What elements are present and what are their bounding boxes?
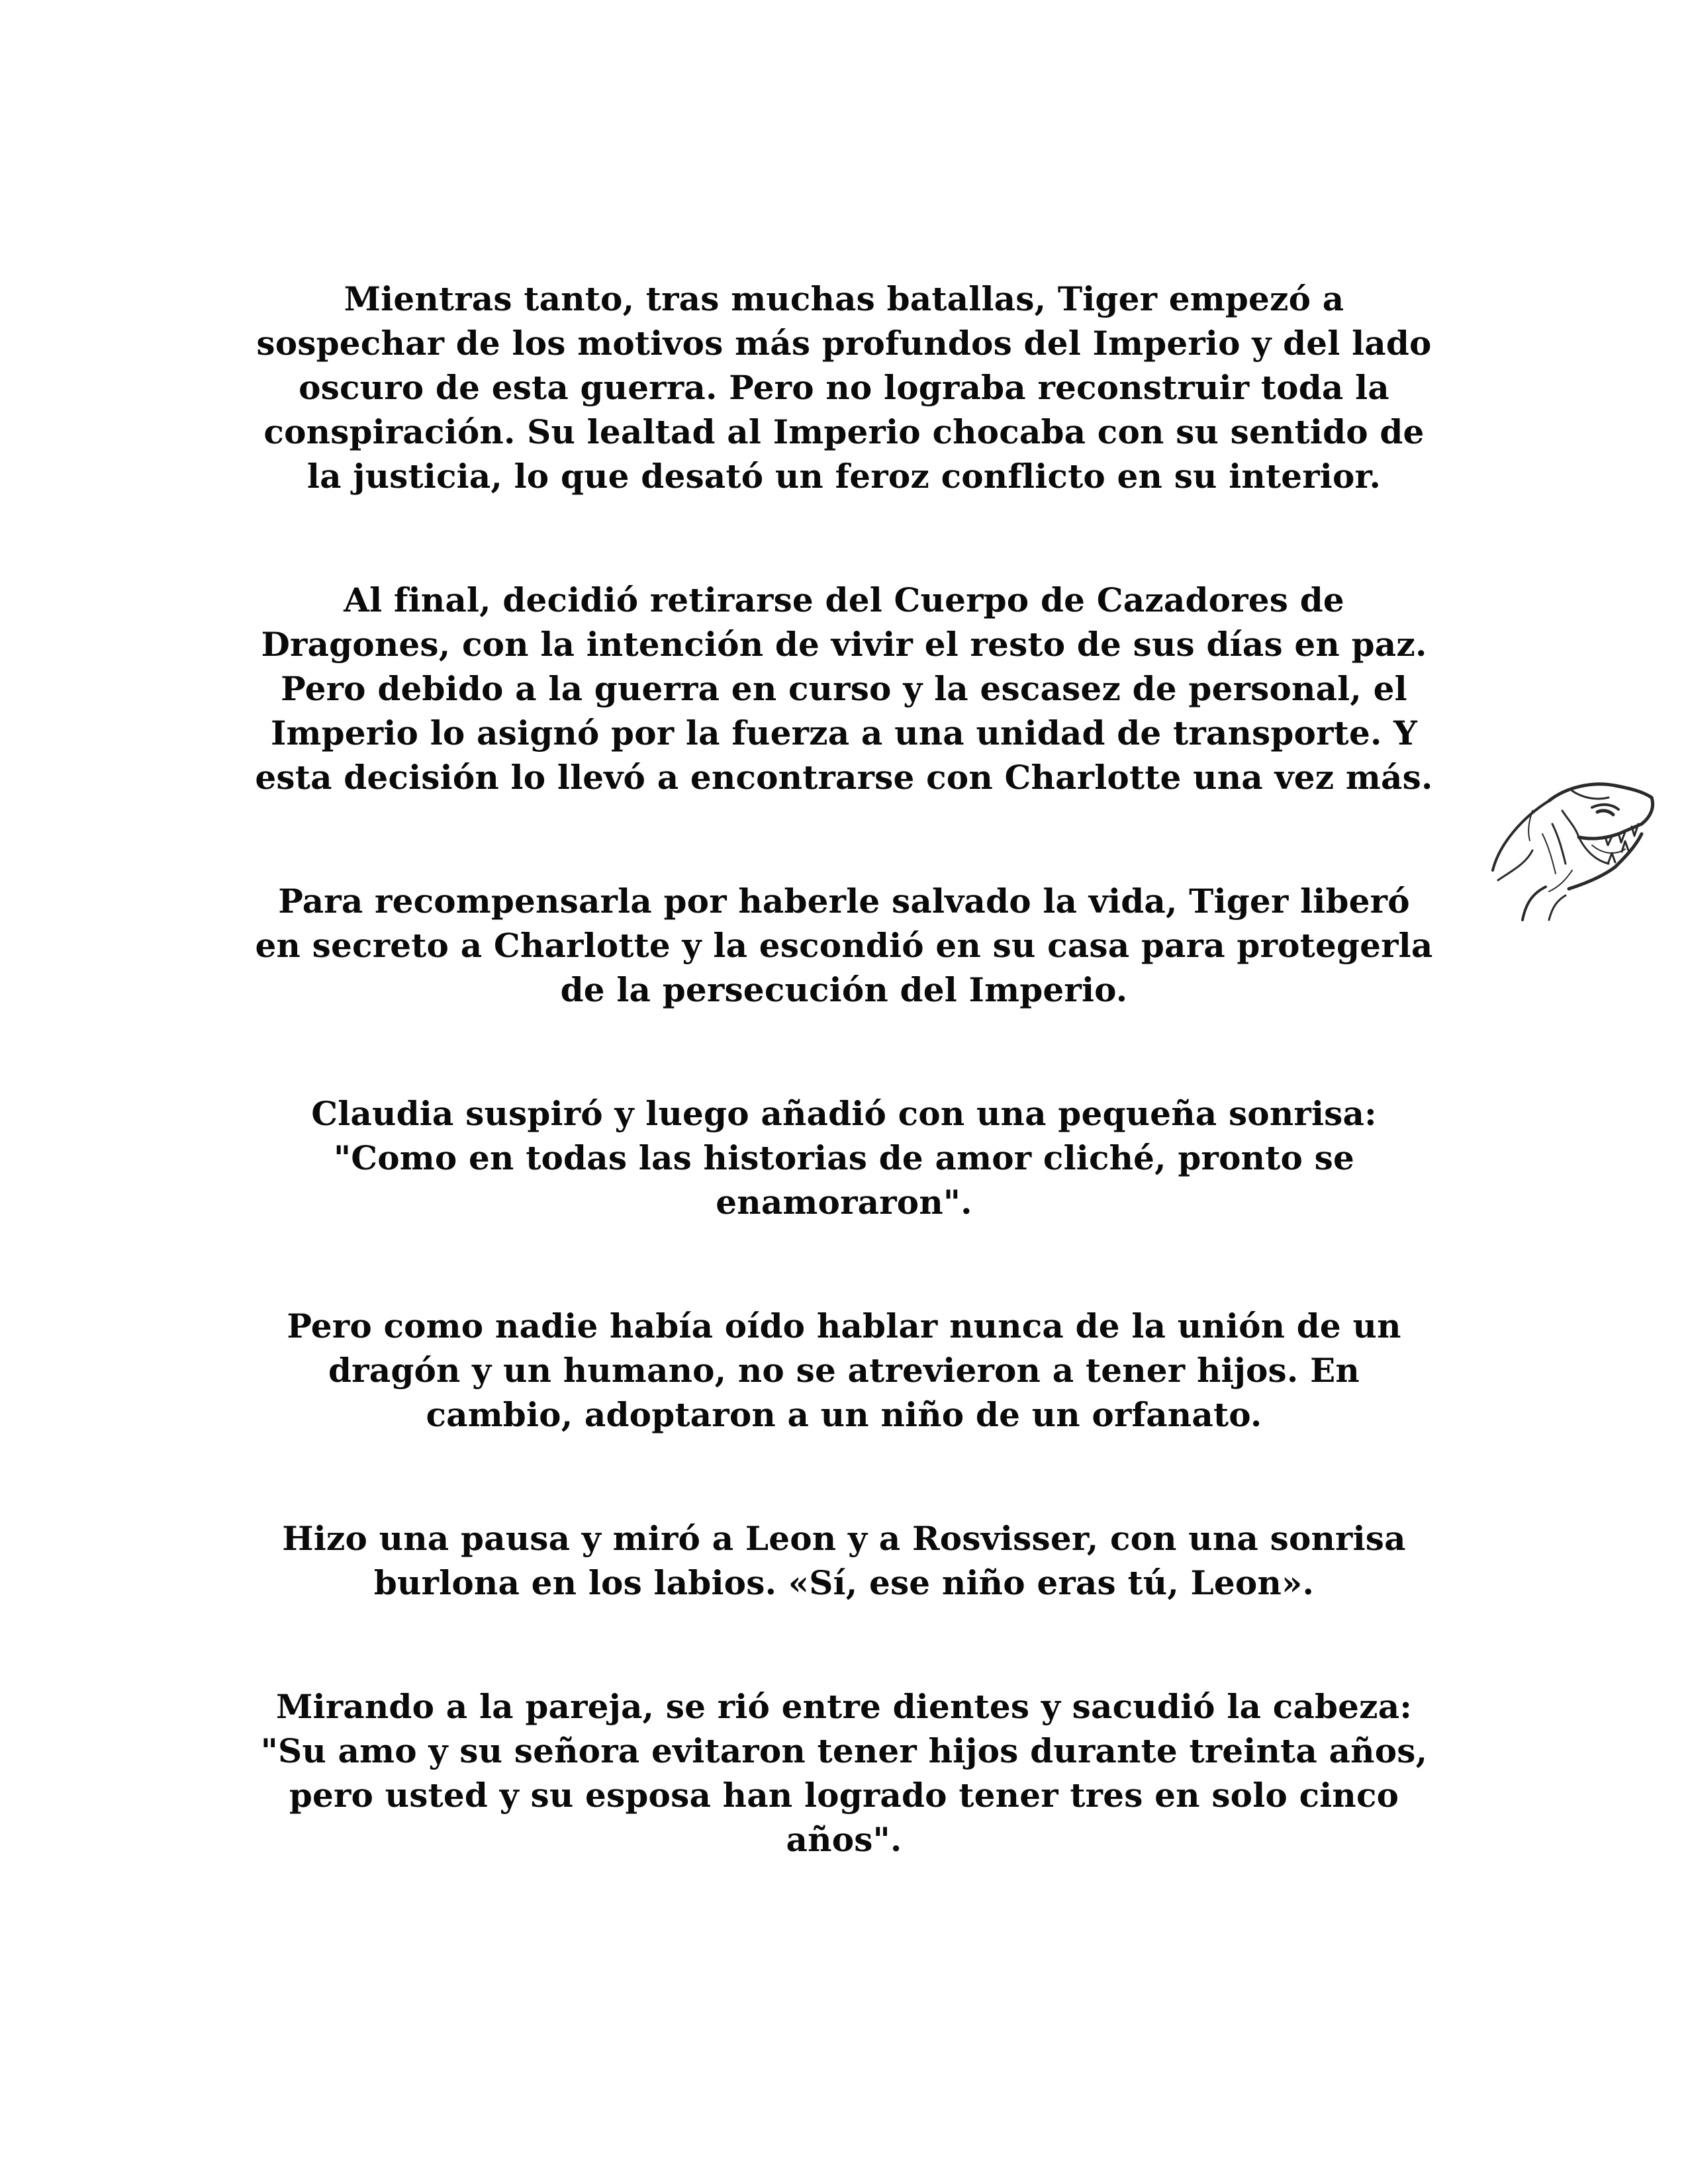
text-line: Para recompensarla por haberle salvado la vida, Tiger liberó [278,882,1410,921]
text-line: cambio, adoptaron a un niño de un orfanato. [426,1395,1262,1434]
text-line: Dragones, con la intención de vivir el resto de sus días en paz. [261,625,1427,664]
text-line: Mirando a la pareja, se rió entre dientes y sacudió la cabeza: [275,1687,1412,1726]
paragraph-7 [218,1684,1470,1862]
text-line: Pero debido a la guerra en curso y la escasez de personal, el [281,669,1407,708]
text-line: Imperio lo asignó por la fuerza a una unidad de transporte. Y [270,713,1418,752]
body-text [218,277,1470,1862]
text-line: en secreto a Charlotte y la escondió en su casa para protegerla [255,926,1433,965]
text-line: dragón y un humano, no se atrevieron a tener hijos. En [328,1351,1360,1390]
text-line: Mientras tanto, tras muchas batallas, Tiger empezó a [344,279,1344,318]
paragraph-6 [218,1516,1470,1605]
dragon-head-sketch-icon [1486,771,1662,923]
text-line: burlona en los labios. «Sí, ese niño eras tú, Leon». [373,1563,1315,1602]
paragraph-2 [218,578,1470,799]
text-line: Claudia suspiró y luego añadió con una pequeña sonrisa: [311,1094,1377,1133]
text-line: esta decisión lo llevó a encontrarse con Charlotte una vez más. [255,758,1433,797]
text-line: Pero como nadie había oído hablar nunca de la unión de un [287,1306,1401,1345]
text-line: conspiración. Su lealtad al Imperio chocaba con su sentido de [263,412,1425,451]
text-line: de la persecución del Imperio. [560,970,1128,1009]
paragraph-4 [218,1091,1470,1224]
text-line: sospechar de los motivos más profundos del Imperio y del lado [256,324,1432,363]
text-line: Hizo una pausa y miró a Leon y a Rosvisser, con una sonrisa [282,1519,1406,1558]
paragraph-1 [218,277,1470,498]
text-line: "Como en todas las historias de amor cliché, pronto se [333,1138,1355,1177]
text-line: "Su amo y su señora evitaron tener hijos durante treinta años, [260,1731,1428,1770]
paragraph-5 [218,1304,1470,1437]
text-line: la justicia, lo que desató un feroz conflicto en su interior. [306,457,1382,496]
paragraph-3 [218,879,1470,1012]
text-line: enamoraron". [716,1183,972,1222]
text-line: oscuro de esta guerra. Pero no lograba reconstruir toda la [299,368,1389,407]
text-line: años". [786,1820,902,1859]
text-line: pero usted y su esposa han logrado tener tres en solo cinco [289,1776,1399,1815]
text-line: Al final, decidió retirarse del Cuerpo de Cazadores de [344,580,1344,619]
